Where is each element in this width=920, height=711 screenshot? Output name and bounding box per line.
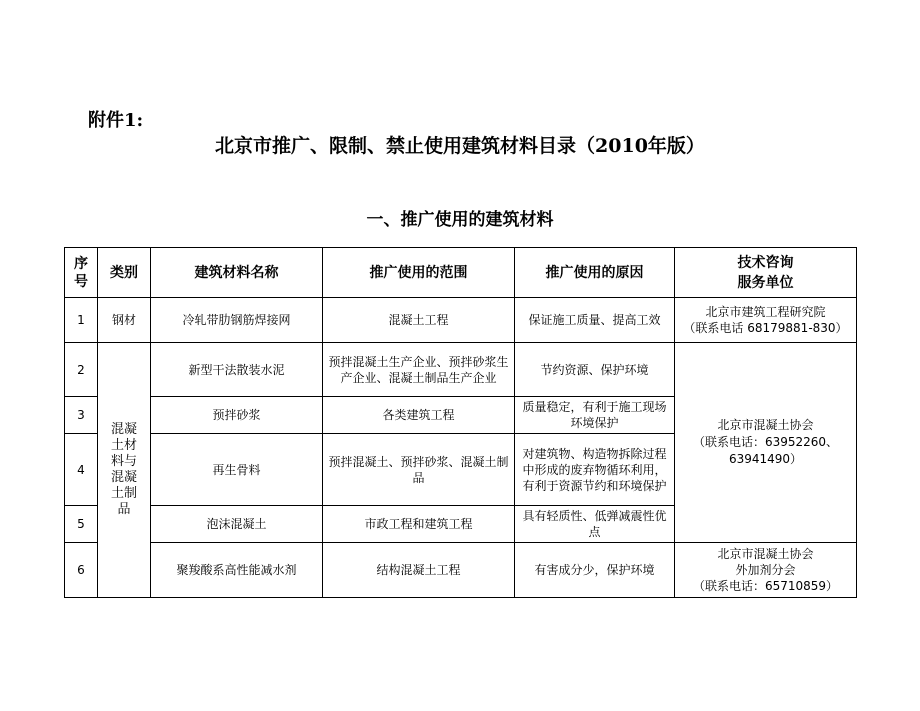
row-no: 2 xyxy=(65,343,98,397)
row-reason: 质量稳定，有利于施工现场环境保护 xyxy=(515,397,675,434)
row-consult: 北京市建筑工程研究院 （联系电话 68179881-830） xyxy=(675,298,857,343)
table-row xyxy=(65,298,857,343)
row-scope: 预拌混凝土、预拌砂浆、混凝土制品 xyxy=(323,434,515,506)
row-name: 聚羧酸系高性能减水剂 xyxy=(151,543,323,598)
row-category: 钢材 xyxy=(98,298,151,343)
header-consult: 技术咨询 服务单位 xyxy=(675,248,857,298)
merged-category-cell: 混凝 土材 料与 混凝 土制 品 xyxy=(98,343,151,598)
attachment-label: 附件1: xyxy=(88,110,144,131)
row-reason: 保证施工质量、提高工效 xyxy=(515,298,675,343)
merged-consult-cell: 北京市混凝土协会 （联系电话：63952260、 63941490） xyxy=(675,343,857,543)
row-scope: 各类建筑工程 xyxy=(323,397,515,434)
row-name: 再生骨料 xyxy=(151,434,323,506)
row-scope: 市政工程和建筑工程 xyxy=(323,506,515,543)
table-row xyxy=(65,543,857,598)
row-name: 冷轧带肋钢筋焊接网 xyxy=(151,298,323,343)
row-no: 1 xyxy=(65,298,98,343)
row-no: 5 xyxy=(65,506,98,543)
section-title: 一、推广使用的建筑材料 xyxy=(366,210,554,230)
row-name: 新型干法散装水泥 xyxy=(151,343,323,397)
row-scope: 预拌混凝土生产企业、预拌砂浆生产企业、混凝土制品生产企业 xyxy=(323,343,515,397)
row-name: 泡沫混凝土 xyxy=(151,506,323,543)
table-row xyxy=(65,343,857,397)
header-category: 类别 xyxy=(98,248,151,298)
row-no: 4 xyxy=(65,434,98,506)
header-reason: 推广使用的原因 xyxy=(515,248,675,298)
row-reason: 有害成分少，保护环境 xyxy=(515,543,675,598)
row-scope: 混凝土工程 xyxy=(323,298,515,343)
table-header-row xyxy=(65,248,857,298)
row-name: 预拌砂浆 xyxy=(151,397,323,434)
row-reason: 具有轻质性、低弹减震性优点 xyxy=(515,506,675,543)
row-reason: 对建筑物、构造物拆除过程中形成的废弃物循环利用，有利于资源节约和环境保护 xyxy=(515,434,675,506)
row-consult: 北京市混凝土协会 外加剂分会 （联系电话：65710859） xyxy=(675,543,857,598)
header-no: 序 号 xyxy=(65,248,98,298)
row-scope: 结构混凝土工程 xyxy=(323,543,515,598)
row-no: 6 xyxy=(65,543,98,598)
document-title: 北京市推广、限制、禁止使用建筑材料目录（2010年版） xyxy=(215,135,705,157)
header-scope: 推广使用的范围 xyxy=(323,248,515,298)
row-reason: 节约资源、保护环境 xyxy=(515,343,675,397)
materials-table xyxy=(64,247,857,598)
header-name: 建筑材料名称 xyxy=(151,248,323,298)
row-no: 3 xyxy=(65,397,98,434)
